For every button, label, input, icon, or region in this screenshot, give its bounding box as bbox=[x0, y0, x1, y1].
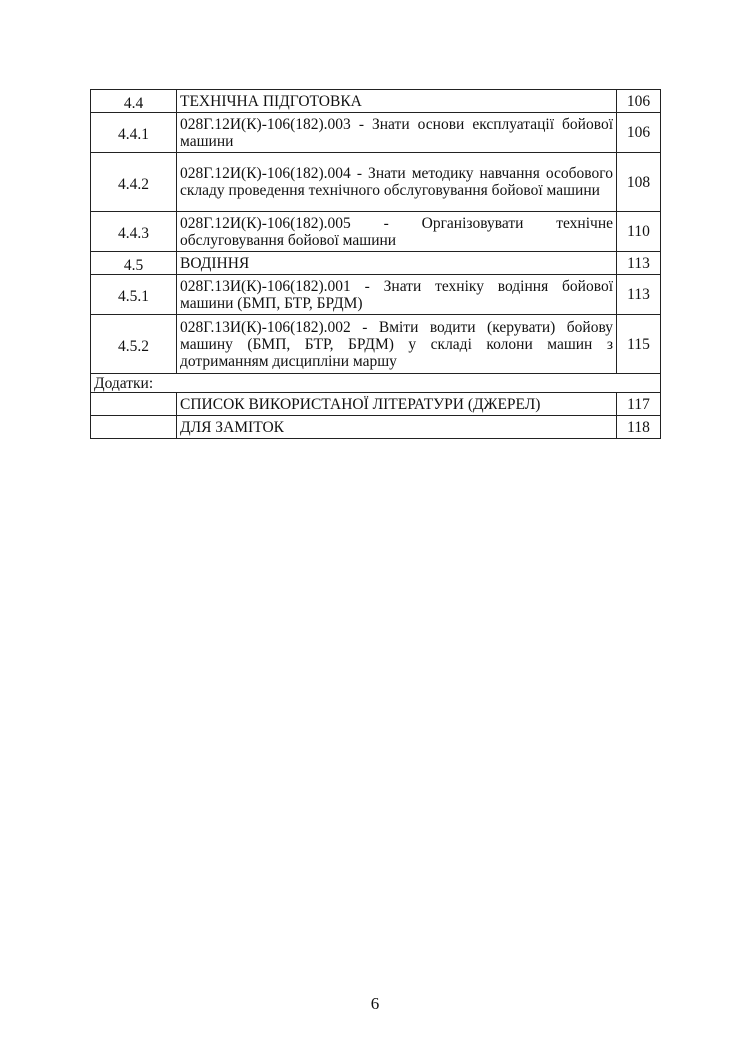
toc-section-number bbox=[91, 416, 177, 439]
toc-section-number: 4.5 bbox=[91, 252, 177, 275]
toc-row bbox=[91, 416, 661, 439]
toc-page-number: 106 bbox=[617, 90, 661, 113]
toc-section-number: 4.4 bbox=[91, 90, 177, 113]
page-number: 6 bbox=[370, 994, 380, 1013]
toc-section-title: ТЕХНІЧНА ПІДГОТОВКА bbox=[177, 90, 617, 113]
toc-row bbox=[91, 275, 661, 315]
toc-page-number: 113 bbox=[617, 275, 661, 315]
toc-section-number: 4.4.2 bbox=[91, 153, 177, 212]
toc-page-number: 117 bbox=[617, 393, 661, 416]
toc-row bbox=[91, 212, 661, 252]
toc-section-number: 4.5.2 bbox=[91, 315, 177, 374]
toc-page-number: 108 bbox=[617, 153, 661, 212]
toc-section-title: 028Г.12И(К)-106(182).004 - Знати методику навчання особового складу проведення технічного обслуговування бойової машини bbox=[177, 153, 617, 212]
toc-row bbox=[91, 252, 661, 275]
toc-row bbox=[91, 90, 661, 113]
toc-row bbox=[91, 113, 661, 153]
toc-section-title: ДЛЯ ЗАМІТОК bbox=[177, 416, 617, 439]
toc-page-number: 106 bbox=[617, 113, 661, 153]
toc-page-number: 115 bbox=[617, 315, 661, 374]
toc-section-title: 028Г.13И(К)-106(182).001 - Знати техніку водіння бойової машини (БМП, БТР, БРДМ) bbox=[177, 275, 617, 315]
toc-section-number: 4.5.1 bbox=[91, 275, 177, 315]
toc-row bbox=[91, 153, 661, 212]
toc-section-title: ВОДІННЯ bbox=[177, 252, 617, 275]
toc-section-title: СПИСОК ВИКОРИСТАНОЇ ЛІТЕРАТУРИ (ДЖЕРЕЛ) bbox=[177, 393, 617, 416]
toc-page-number: 118 bbox=[617, 416, 661, 439]
toc-section-title: 028Г.13И(К)-106(182).002 - Вміти водити (керувати) бойову машину (БМП, БТР, БРДМ) у складі колони машин з дотриманням дисципліни маршу bbox=[177, 315, 617, 374]
toc-page-number: 113 bbox=[617, 252, 661, 275]
toc-annex-row bbox=[91, 374, 661, 393]
toc-section-title: 028Г.12И(К)-106(182).005 - Організовувати технічне обслуговування бойової машини bbox=[177, 212, 617, 252]
toc-section-number: 4.4.3 bbox=[91, 212, 177, 252]
toc-row bbox=[91, 315, 661, 374]
table-of-contents bbox=[90, 89, 661, 439]
toc-section-number bbox=[91, 393, 177, 416]
toc-annex-label: Додатки: bbox=[91, 374, 661, 393]
toc-section-number: 4.4.1 bbox=[91, 113, 177, 153]
toc-row bbox=[91, 393, 661, 416]
toc-page-number: 110 bbox=[617, 212, 661, 252]
toc-section-title: 028Г.12И(К)-106(182).003 - Знати основи експлуатації бойової машини bbox=[177, 113, 617, 153]
